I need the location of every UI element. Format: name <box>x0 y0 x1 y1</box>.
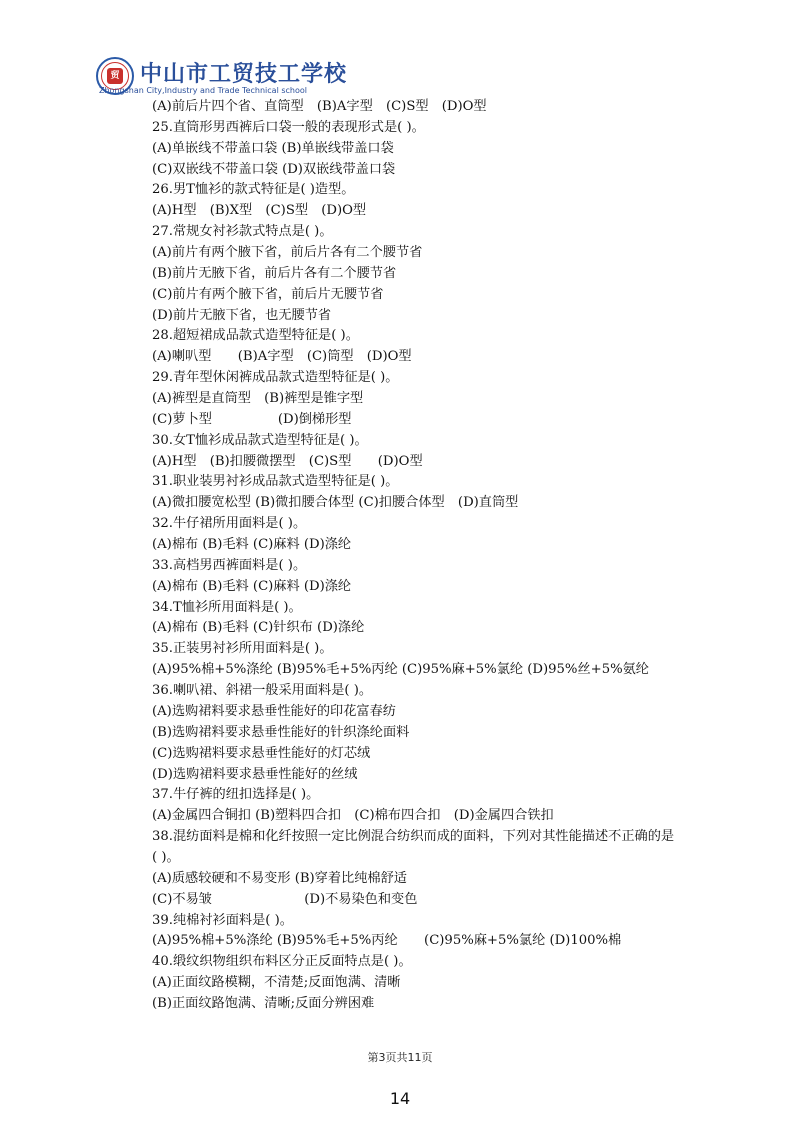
text-line: 29.青年型休闲裤成品款式造型特征是( )。 <box>152 370 399 386</box>
text-line: 34.T恤衫所用面料是( )。 <box>152 599 302 615</box>
text-line: (A)金属四合铜扣 (B)塑料四合扣 (C)棉布四合扣 (D)金属四合铁扣 <box>152 808 554 824</box>
text-line: 38.混纺面料是棉和化纤按照一定比例混合纺织而成的面料，下列对其性能描述不正确的是 <box>152 829 675 845</box>
text-line: 36.喇叭裙、斜裙一般采用面料是( )。 <box>152 683 373 699</box>
text-line: (A)前后片四个省、直筒型 (B)A字型 (C)S型 (D)O型 <box>152 99 487 114</box>
text-line: (A)前片有两个腋下省，前后片各有二个腰节省 <box>152 245 423 261</box>
text-line: (B)前片无腋下省，前后片各有二个腰节省 <box>152 265 397 281</box>
text-line: 26.男T恤衫的款式特征是( )造型。 <box>152 182 355 198</box>
text-line: (A)正面纹路模糊，不清楚;反面饱满、清晰 <box>152 975 401 991</box>
text-line: (A)H型 (B)扣腰微摆型 (C)S型 (D)O型 <box>152 453 423 469</box>
text-line: (A)棉布 (B)毛料 (C)麻料 (D)涤纶 <box>152 578 352 594</box>
text-line: 25.直筒形男西裤后口袋一般的表现形式是( )。 <box>152 119 425 135</box>
page-number: 14 <box>389 1089 411 1108</box>
text-line: (A)质感较硬和不易变形 (B)穿着比纯棉舒适 <box>152 870 407 886</box>
text-line: (A)95%棉+5%涤纶 (B)95%毛+5%丙纶 (C)95%麻+5%氯纶 (D)95%丝+5%氨纶 <box>152 662 649 678</box>
text-line: (A)微扣腰宽松型 (B)微扣腰合体型 (C)扣腰合体型 (D)直筒型 <box>152 495 519 511</box>
text-line: (A)选购裙料要求悬垂性能好的印花富春纺 <box>152 703 396 719</box>
text-line: (B)正面纹路饱满、清晰;反面分辨困难 <box>152 995 375 1011</box>
text-line: 35.正装男衬衫所用面料是( )。 <box>152 641 333 657</box>
text-line: (A)棉布 (B)毛料 (C)麻料 (D)涤纶 <box>152 537 352 553</box>
text-line: (C)萝卜型 (D)倒梯形型 <box>152 411 352 427</box>
text-line: 27.常规女衬衫款式特点是( )。 <box>152 224 333 240</box>
text-line: 33.高档男西裤面料是( )。 <box>152 557 307 573</box>
text-line: (C)双嵌线不带盖口袋 (D)双嵌线带盖口袋 <box>152 161 396 177</box>
text-line: 28.超短裙成品款式造型特征是( )。 <box>152 328 359 344</box>
text-line: 39.纯棉衬衫面料是( )。 <box>152 912 293 928</box>
text-line: (A)单嵌线不带盖口袋 (B)单嵌线带盖口袋 <box>152 140 394 156</box>
text-line: (A)H型 (B)X型 (C)S型 (D)O型 <box>152 203 367 219</box>
text-line: (C)选购裙料要求悬垂性能好的灯芯绒 <box>152 745 371 761</box>
text-line: (A)喇叭型 (B)A字型 (C)筒型 (D)O型 <box>152 349 412 365</box>
text-line: 40.缎纹织物组织布料区分正反面特点是( )。 <box>152 954 412 970</box>
school-name: 中山市工贸技工学校 <box>140 62 348 87</box>
question-list <box>152 97 742 1015</box>
text-line: 32.牛仔裙所用面料是( )。 <box>152 516 307 532</box>
text-line: (C)不易皱 (D)不易染色和变色 <box>152 891 418 907</box>
text-line: (B)选购裙料要求悬垂性能好的针织涤纶面料 <box>152 724 410 740</box>
text-line: (D)前片无腋下省，也无腰节省 <box>152 307 332 323</box>
text-line: (C)前片有两个腋下省，前后片无腰节省 <box>152 286 384 302</box>
school-name-en: Zhongshan City,Industry and Trade Technical school <box>99 86 307 95</box>
text-line: ( )。 <box>152 849 180 865</box>
text-line: 30.女T恤衫成品款式造型特征是( )。 <box>152 432 368 448</box>
text-line: 31.职业装男衬衫成品款式造型特征是( )。 <box>152 474 399 490</box>
text-line: (A)棉布 (B)毛料 (C)针织布 (D)涤纶 <box>152 620 365 636</box>
text-line: (A)95%棉+5%涤纶 (B)95%毛+5%丙纶 (C)95%麻+5%氯纶 (D)100%棉 <box>152 933 622 949</box>
logo-core: 贸 <box>107 68 123 84</box>
page-info: 第3页共11页 <box>367 1051 433 1064</box>
text-line: 37.牛仔裤的纽扣选择是( )。 <box>152 787 320 803</box>
text-line: (A)裤型是直筒型 (B)裤型是锥字型 <box>152 391 364 407</box>
text-line: (D)选购裙料要求悬垂性能好的丝绒 <box>152 766 358 782</box>
